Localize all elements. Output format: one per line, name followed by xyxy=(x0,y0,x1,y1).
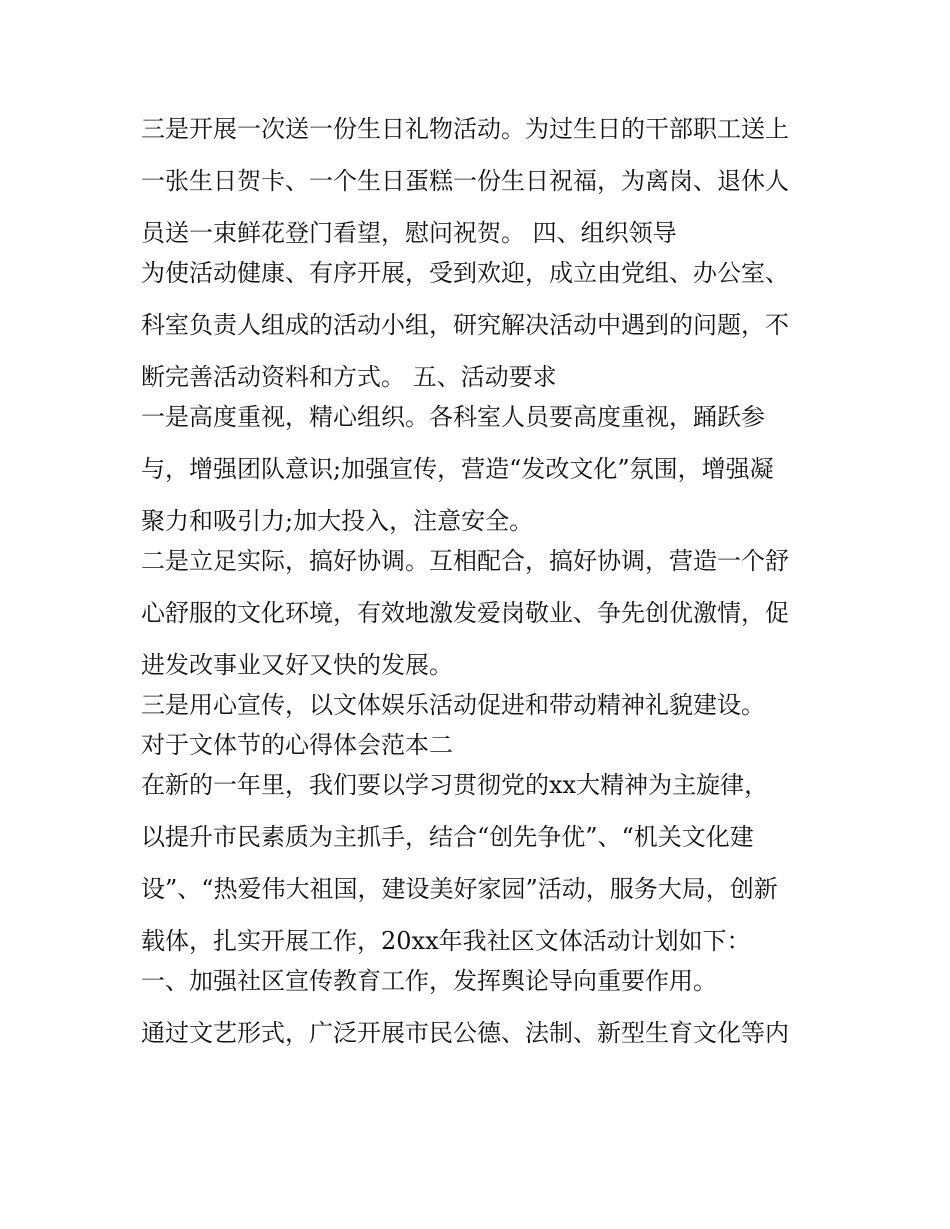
document-body xyxy=(141,110,816,1052)
text-line: 三是开展一次送一份生日礼物活动。为过生日的干部职工送上 xyxy=(141,115,789,143)
text-line: 科室负责人组成的活动小组，研究解决活动中遇到的问题，不 xyxy=(141,311,789,339)
text-line: 一张生日贺卡、一个生日蛋糕一份生日祝福，为离岗、退休人 xyxy=(141,167,789,195)
text-line: 聚力和吸引力;加大投入，注意安全。 xyxy=(141,507,534,535)
text-line: 二是立足实际，搞好协调。互相配合，搞好协调，营造一个舒 xyxy=(141,547,789,575)
text-line: 与，增强团队意识;加强宣传，营造“发改文化”氛围，增强凝 xyxy=(141,455,774,483)
text-line: 断完善活动资料和方式。 五、活动要求 xyxy=(141,363,557,391)
text-line: 心舒服的文化环境，有效地激发爱岗敬业、争先创优激情，促 xyxy=(141,599,789,627)
text-line: 三是用心宣传，以文体娱乐活动促进和带动精神礼貌建设。 xyxy=(141,691,765,719)
text-line: 为使活动健康、有序开展，受到欢迎，成立由党组、办公室、 xyxy=(141,259,789,287)
text-line: 员送一束鲜花登门看望，慰问祝贺。 四、组织领导 xyxy=(141,219,677,247)
section-heading: 对于文体节的心得体会范本二 xyxy=(141,731,453,759)
text-line: 设”、“热爱伟大祖国，建设美好家园”活动，服务大局，创新 xyxy=(141,875,778,903)
text-line: 通过文艺形式，广泛开展市民公德、法制、新型生育文化等内 xyxy=(141,1019,789,1047)
text-line: 以提升市民素质为主抓手，结合“创先争优”、“机关文化建 xyxy=(141,823,754,851)
text-line: 在新的一年里，我们要以学习贯彻党的xx大精神为主旋律， xyxy=(141,771,769,799)
text-line: 一、加强社区宣传教育工作，发挥舆论导向重要作用。 xyxy=(141,967,717,995)
text-line: 一是高度重视，精心组织。各科室人员要高度重视，踊跃参 xyxy=(141,403,765,431)
text-line: 进发改事业又好又快的发展。 xyxy=(141,651,453,679)
text-line: 载体，扎实开展工作，20xx年我社区文体活动计划如下： xyxy=(141,927,751,955)
